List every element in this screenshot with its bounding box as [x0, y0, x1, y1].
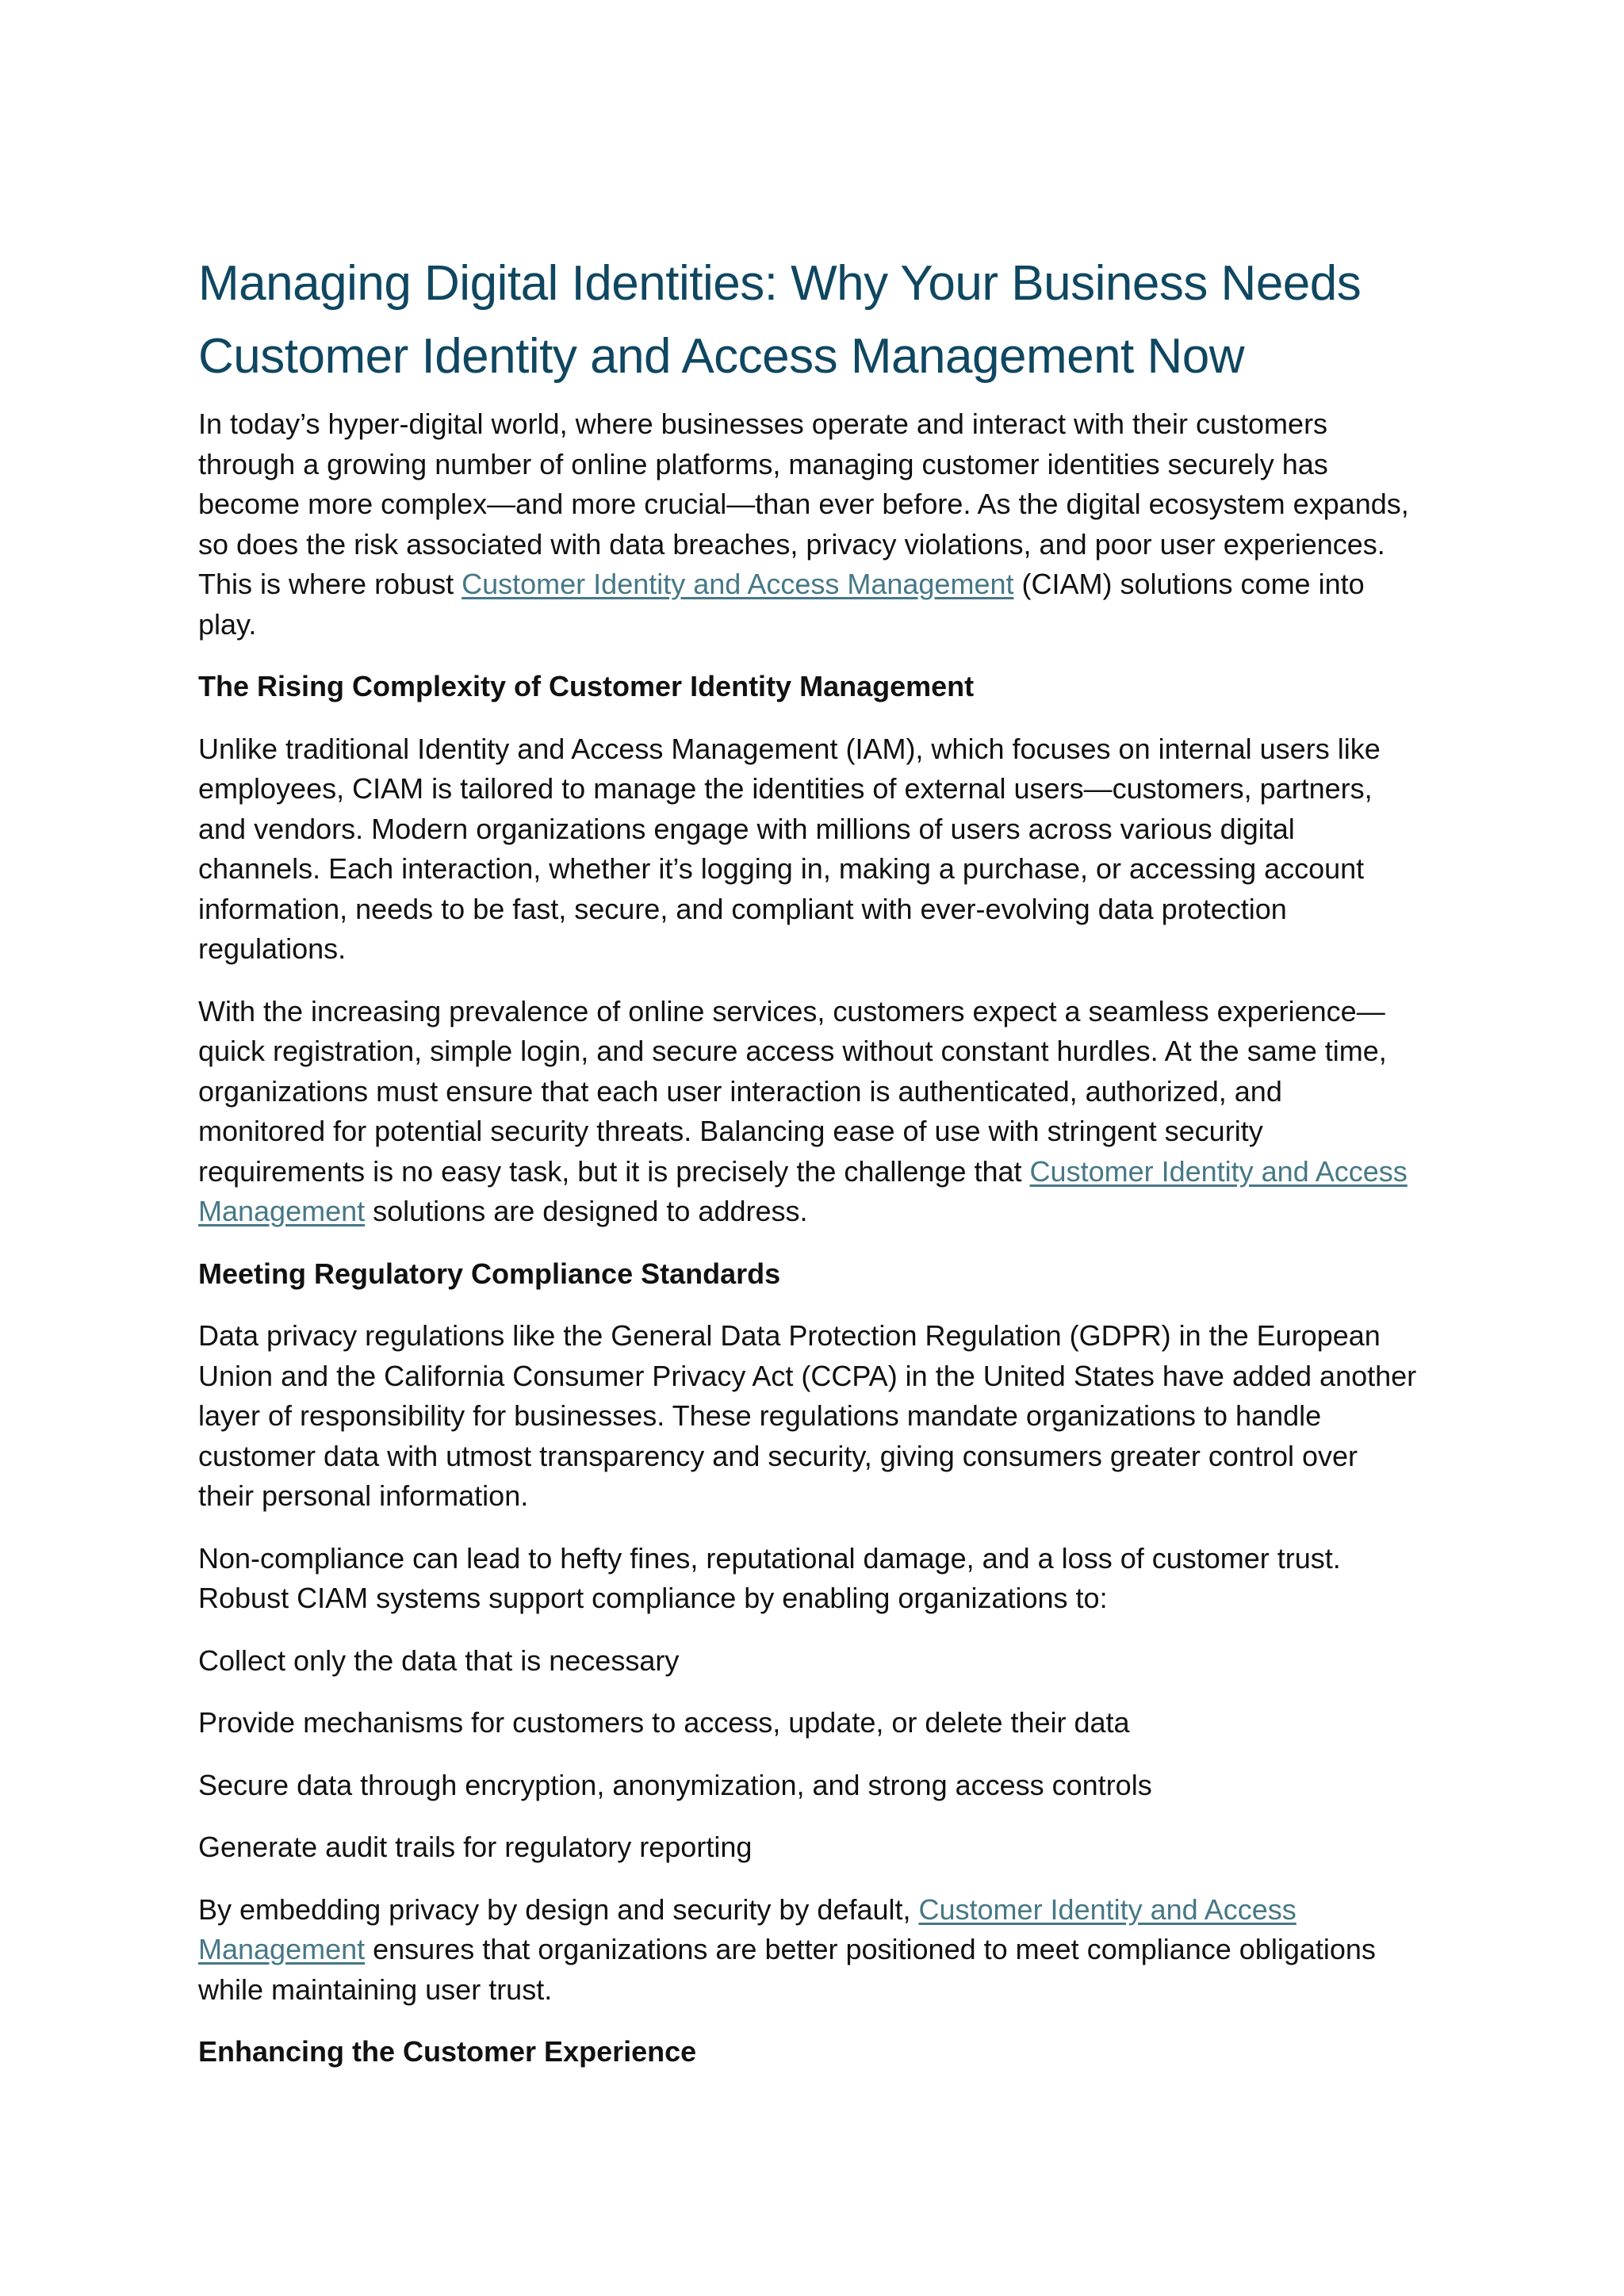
paragraph-line: layer of responsibility for businesses. These regulations mandate organizations to handle [198, 1399, 1322, 1432]
paragraph-line: so does the risk associated with data breaches, privacy violations, and poor user experiences. [198, 527, 1385, 561]
title-line: Customer Identity and Access Management Now [198, 329, 1245, 384]
paragraph-line: become more complex—and more crucial—than ever before. As the digital ecosystem expands, [198, 488, 1409, 520]
paragraph-line [198, 1192, 1451, 1232]
document-page [198, 247, 1451, 2095]
paragraph-line: and vendors. Modern organizations engage with millions of users across various digital [198, 812, 1295, 845]
section2-paragraph-3 [198, 1890, 1451, 2011]
ciam-link[interactable]: Management [198, 1933, 366, 1965]
paragraph-line [198, 1890, 1451, 1931]
paragraph-line [198, 1152, 1451, 1192]
paragraph-line: organizations must ensure that each user interaction is authenticated, authorized, and [198, 1074, 1282, 1108]
intro-paragraph [198, 404, 1451, 645]
paragraph-line: customer data with utmost transparency and security, giving consumers greater control over [198, 1439, 1358, 1472]
ciam-link[interactable]: Management [198, 1195, 366, 1227]
list-item: Generate audit trails for regulatory reporting [198, 1831, 753, 1863]
text-run: This is where robust [198, 568, 462, 600]
section2-paragraph-2 [198, 1539, 1451, 1619]
paragraph-line: monitored for potential security threats. Balancing ease of use with stringent security [198, 1115, 1263, 1147]
ciam-link[interactable]: Customer Identity and Access Management [462, 568, 1014, 600]
paragraph-line: while maintaining user trust. [198, 1973, 553, 2006]
title-line: Managing Digital Identities: Why Your Business Needs [198, 256, 1362, 311]
list-item: Collect only the data that is necessary [198, 1644, 680, 1677]
paragraph-line: Robust CIAM systems support compliance by enabling organizations to: [198, 1582, 1108, 1614]
paragraph-line: play. [198, 607, 257, 641]
section-heading-regulatory-compliance: Meeting Regulatory Compliance Standards [198, 1257, 781, 1290]
paragraph-line [198, 1930, 1451, 1970]
text-run: (CIAM) solutions come into [1013, 568, 1365, 600]
section1-paragraph-1 [198, 729, 1451, 970]
paragraph-line: through a growing number of online platforms, managing customer identities securely has [198, 447, 1328, 480]
list-item: Provide mechanisms for customers to access, update, or delete their data [198, 1706, 1130, 1739]
paragraph-line: Data privacy regulations like the General Data Protection Regulation (GDPR) in the European [198, 1319, 1381, 1352]
paragraph-line: channels. Each interaction, whether it’s logging in, making a purchase, or accessing account [198, 852, 1365, 885]
paragraph-line: Union and the California Consumer Privacy Act (CCPA) in the United States have added another [198, 1359, 1417, 1392]
paragraph-line: regulations. [198, 932, 347, 965]
ciam-link[interactable]: Customer Identity and Access [1029, 1154, 1408, 1188]
text-run: requirements is no easy task, but it is precisely the challenge that [198, 1154, 1030, 1188]
paragraph-line: Unlike traditional Identity and Access Management (IAM), which focuses on internal users like [198, 732, 1381, 765]
paragraph-line: quick registration, simple login, and secure access without constant hurdles. At the same time, [198, 1035, 1387, 1067]
text-run: ensures that organizations are better positioned to meet compliance obligations [365, 1933, 1376, 1965]
paragraph-line: information, needs to be fast, secure, and compliant with ever-evolving data protection [198, 892, 1287, 925]
text-run: solutions are designed to address. [365, 1195, 808, 1227]
text-run: By embedding privacy by design and security by default, [198, 1892, 919, 1926]
section1-paragraph-2 [198, 992, 1451, 1232]
section-heading-customer-experience: Enhancing the Customer Experience [198, 2035, 697, 2068]
ciam-link[interactable]: Customer Identity and Access [918, 1892, 1297, 1926]
paragraph-line: their personal information. [198, 1479, 529, 1512]
section-heading-rising-complexity: The Rising Complexity of Customer Identity Management [198, 670, 975, 702]
paragraph-line: employees, CIAM is tailored to manage the identities of external users—customers, partners, [198, 772, 1373, 805]
page-title [198, 247, 1451, 393]
paragraph-line [198, 564, 1451, 605]
paragraph-line: With the increasing prevalence of online services, customers expect a seamless experience— [198, 994, 1385, 1027]
list-item: Secure data through encryption, anonymization, and strong access controls [198, 1768, 1152, 1801]
section2-paragraph-1 [198, 1316, 1451, 1517]
paragraph-line: In today’s hyper-digital world, where businesses operate and interact with their customers [198, 408, 1328, 440]
paragraph-line: Non-compliance can lead to hefty fines, reputational damage, and a loss of customer trust. [198, 1541, 1341, 1575]
